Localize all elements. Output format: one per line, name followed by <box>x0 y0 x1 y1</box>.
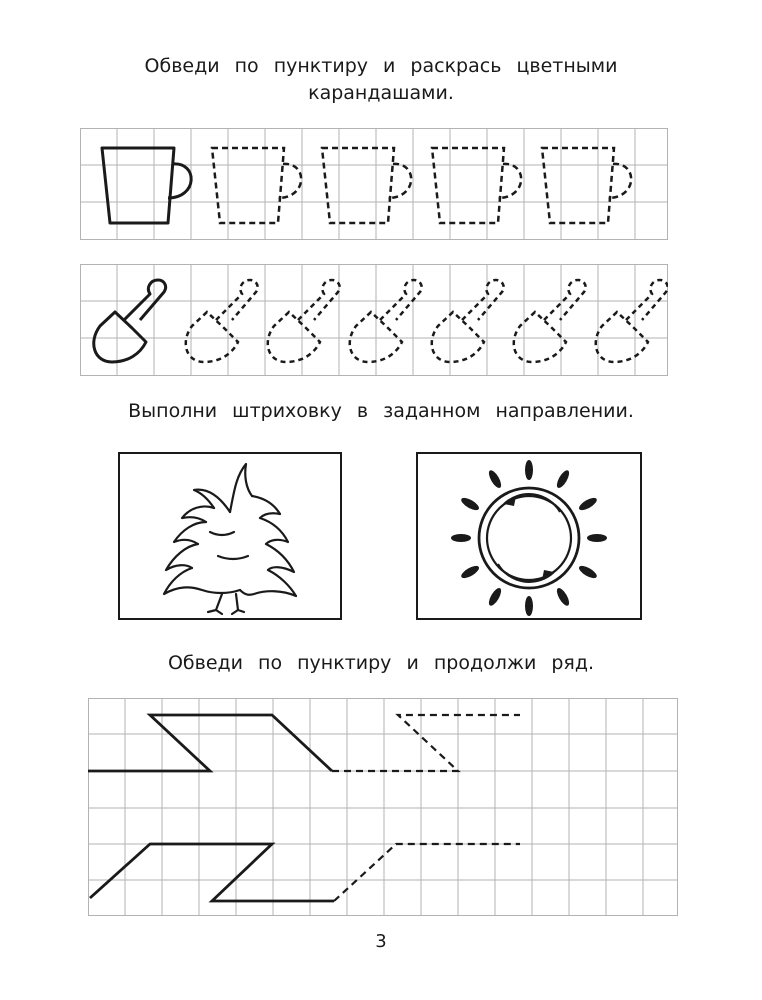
cup-dashed-icon <box>542 148 631 223</box>
shovel-dashed-icon <box>596 280 668 362</box>
shovel-dashed-icon <box>432 280 504 362</box>
shovel-dashed-icon <box>268 280 340 362</box>
pattern-line-1-dashed <box>332 715 520 771</box>
cup-icon <box>102 148 191 223</box>
pattern-line-2-dashed <box>334 844 520 901</box>
pattern-grid <box>88 698 678 916</box>
cup-dashed-icon <box>432 148 521 223</box>
cup-dashed-icon <box>322 148 411 223</box>
shovel-dashed-icon <box>186 280 258 362</box>
sun-frame <box>416 452 642 620</box>
fir-tree-frame <box>118 452 342 620</box>
instruction-trace-continue: Обведи по пунктиру и продолжи ряд. <box>167 652 595 674</box>
page-number: 3 <box>375 931 387 952</box>
instruction-line-1: Обведи по пунктиру и раскрась цветными <box>144 55 618 77</box>
shovel-dashed-icon <box>350 280 422 362</box>
instruction-trace-and-color <box>0 53 762 107</box>
instruction-hatch: Выполни штриховку в заданном направлении. <box>128 400 634 422</box>
instruction-line-2: карандашами. <box>308 82 454 104</box>
fir-tree-icon <box>164 464 296 614</box>
shovel-icon <box>94 280 166 362</box>
cup-dashed-icon <box>212 148 301 223</box>
sun-icon <box>451 460 607 616</box>
shovel-grid <box>80 264 668 376</box>
pattern-line-2-solid <box>90 844 334 901</box>
cup-grid <box>80 128 668 240</box>
shovel-dashed-icon <box>514 280 586 362</box>
